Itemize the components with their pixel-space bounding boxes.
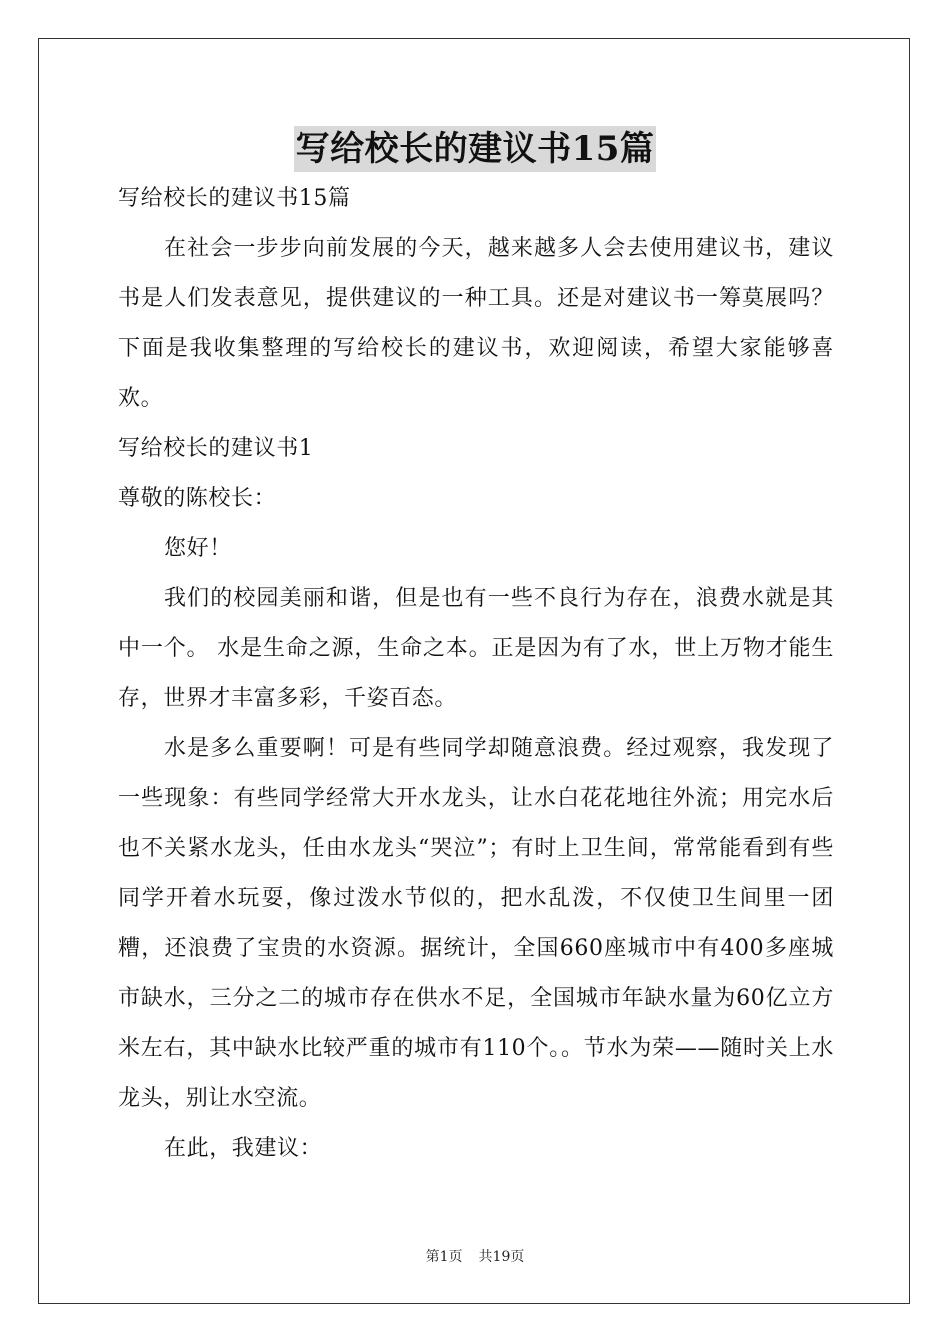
page-footer (0, 1248, 950, 1266)
document-body (118, 174, 834, 1174)
paragraph: 我们的校园美丽和谐，但是也有一些不良行为存在，浪费水就是其中一个。 水是生命之源，生命之本。正是因为有了水，世上万物才能生存，世界才丰富多彩，千姿百态。 (118, 586, 834, 711)
salutation: 尊敬的陈校长： (118, 486, 277, 511)
document-title: 写给校长的建议书15篇 (294, 126, 657, 172)
paragraph: 在此，我建议： (164, 1136, 323, 1161)
page-number: 第1页 (425, 1249, 463, 1265)
paragraph: 在社会一步步向前发展的今天，越来越多人会去使用建议书，建议书是人们发表意见，提供建议的一种工具。还是对建议书一筹莫展吗？下面是我收集整理的写给校长的建议书，欢迎阅读，希望大家能够喜欢。 (118, 236, 834, 411)
greeting: 您好！ (164, 536, 232, 561)
paragraph: 水是多么重要啊！可是有些同学却随意浪费。经过观察，我发现了一些现象：有些同学经常大开水龙头，让水白花花地往外流；用完水后也不关紧水龙头，任由水龙头“哭泣”；有时上卫生间，常常能看到有些同学开着水玩耍，像过泼水节似的，把水乱泼，不仅使卫生间里一团糟，还浪费了宝贵的水资源。据统计，全国660座城市中有400多座城市缺水，三分之二的城市存在供水不足，全国城市年缺水量为60亿立方米左右，其中缺水比较严重的城市有110个。。节水为荣——随时关上水龙头，别让水空流。 (118, 736, 834, 1111)
section-heading: 写给校长的建议书1 (118, 436, 314, 461)
title-container (0, 126, 950, 172)
paragraph: 写给校长的建议书15篇 (118, 186, 351, 211)
page-total: 共19页 (478, 1249, 525, 1265)
